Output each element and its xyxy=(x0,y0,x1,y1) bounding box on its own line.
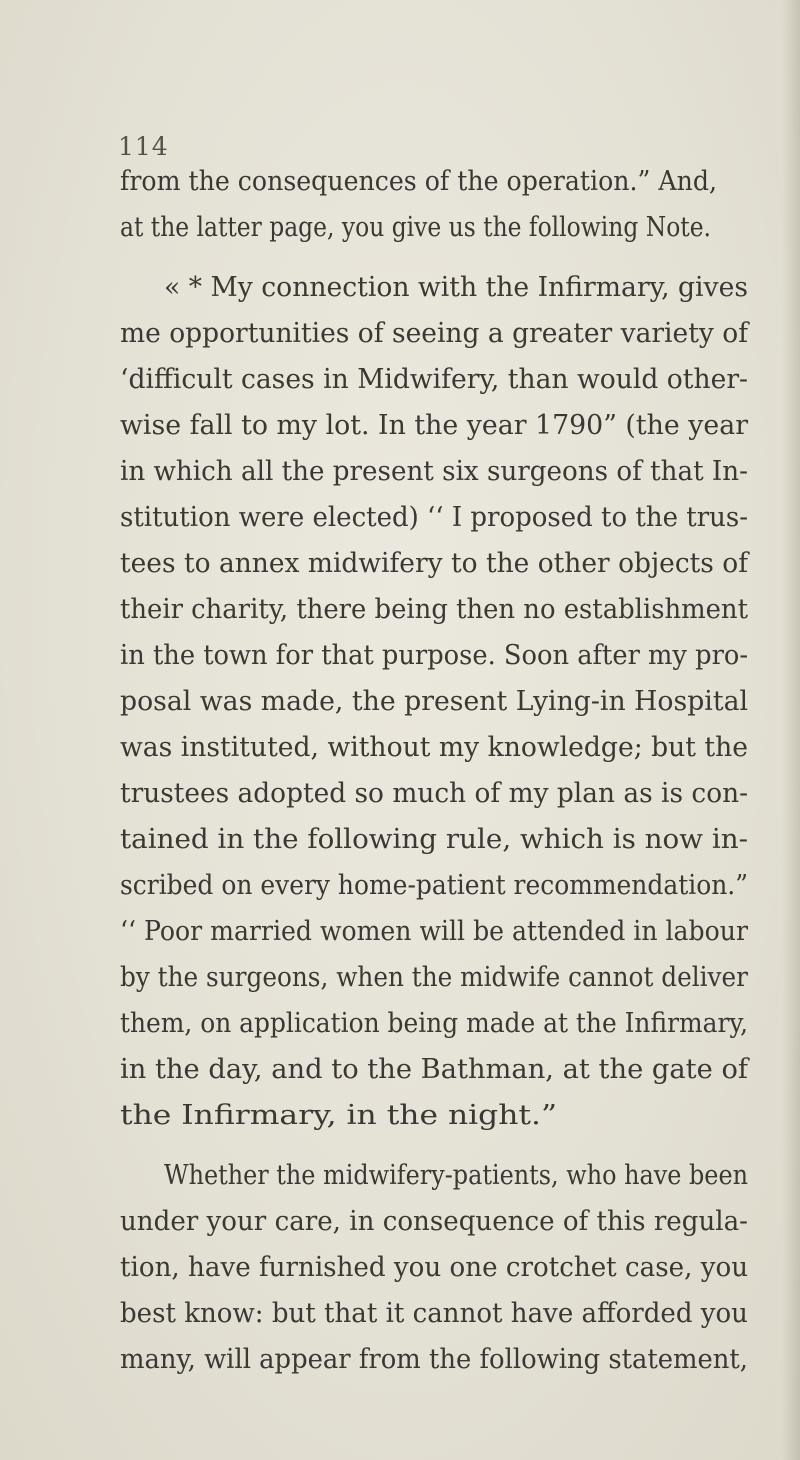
text-line xyxy=(120,1008,800,1040)
text-line xyxy=(120,1252,800,1284)
text-line xyxy=(120,1298,800,1330)
text-line xyxy=(120,870,800,902)
text-line-content: ‘‘ Poor married women will be attended in labour xyxy=(120,916,748,947)
text-line xyxy=(120,166,800,198)
text-line xyxy=(164,1160,800,1192)
text-line-content: posal was made, the present Lying-in Hospital xyxy=(120,686,749,717)
text-line xyxy=(120,962,800,994)
text-line-content: from the consequences of the operation.” And, xyxy=(120,166,718,197)
text-line-content: best know: but that it cannot have afforded you xyxy=(120,1298,748,1329)
text-line xyxy=(120,212,800,244)
text-line-content: at the latter page, you give us the following Note. xyxy=(120,212,711,243)
text-line xyxy=(120,594,800,626)
text-line xyxy=(120,640,800,672)
text-line-content: in the town for that purpose. Soon after my pro- xyxy=(120,640,749,671)
text-line-content: by the surgeons, when the midwife cannot deliver xyxy=(120,962,748,993)
text-line-content: Whether the midwifery-patients, who have been xyxy=(164,1160,749,1191)
text-line xyxy=(120,318,800,350)
text-line-content: in which all the present six surgeons of that In- xyxy=(120,456,748,487)
text-line xyxy=(120,364,800,396)
text-line xyxy=(164,272,800,304)
text-line-content: me opportunities of seeing a greater variety of xyxy=(120,318,749,349)
text-line-content: stitution were elected) ‘‘ I proposed to the trus- xyxy=(120,502,749,533)
text-line xyxy=(120,824,800,856)
text-line-content: their charity, there being then no establishment xyxy=(120,594,748,625)
text-line-content: wise fall to my lot. In the year 1790” (the year xyxy=(120,410,749,441)
text-line xyxy=(120,916,800,948)
text-line-content: ‘difficult cases in Midwifery, than would other- xyxy=(120,364,749,395)
text-line-content: in the day, and to the Bathman, at the gate of xyxy=(120,1054,748,1085)
text-line xyxy=(120,456,800,488)
text-line-content: under your care, in consequence of this regula- xyxy=(120,1206,748,1237)
text-line xyxy=(120,1344,800,1376)
text-line-content: them, on application being made at the Infirmary, xyxy=(120,1008,749,1039)
text-line xyxy=(120,548,800,580)
text-line-content: the Infirmary, in the night.” xyxy=(120,1100,558,1131)
text-line xyxy=(120,410,800,442)
text-line xyxy=(120,778,800,810)
text-line xyxy=(120,1206,800,1238)
text-line-content: tained in the following rule, which is now in- xyxy=(120,824,748,855)
text-line-content: scribed on every home-patient recommendation.” xyxy=(120,870,748,901)
page-number: 114 xyxy=(118,132,169,161)
text-line-content: many, will appear from the following statement, xyxy=(120,1344,749,1375)
text-line-content: « * My connection with the Infirmary, gives xyxy=(164,272,749,303)
text-line xyxy=(120,502,800,534)
text-line xyxy=(120,1054,800,1086)
text-line-content: trustees adopted so much of my plan as is con- xyxy=(120,778,749,809)
text-line-content: was instituted, without my knowledge; but the xyxy=(120,732,749,763)
text-line-content: tion, have furnished you one crotchet case, you xyxy=(120,1252,749,1283)
text-line xyxy=(120,732,800,764)
text-line-content: tees to annex midwifery to the other objects of xyxy=(120,548,749,579)
text-line xyxy=(120,686,800,718)
text-line xyxy=(120,1100,800,1132)
